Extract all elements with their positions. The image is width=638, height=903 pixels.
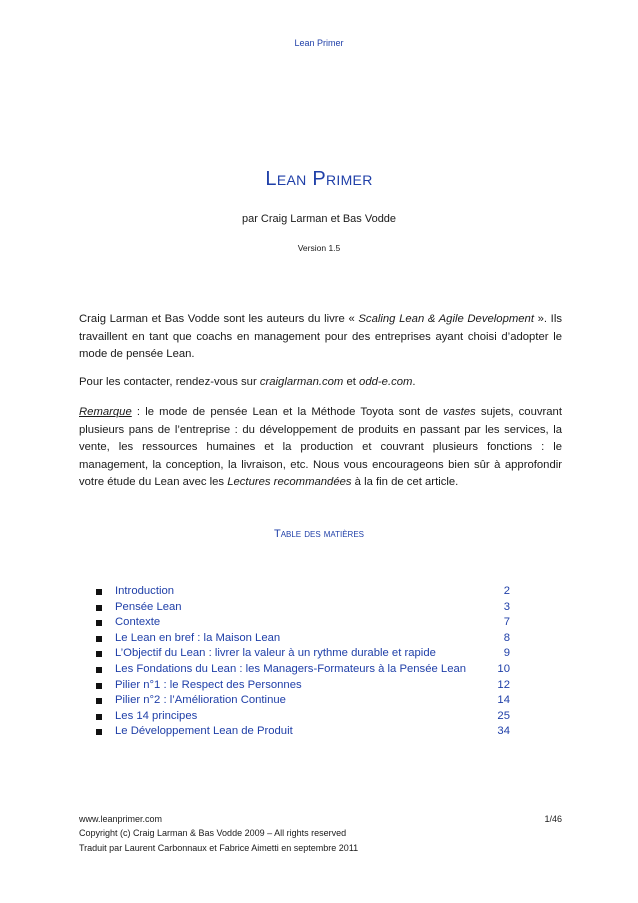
toc-item-page[interactable]: 25 bbox=[497, 709, 510, 722]
toc-item-developpement-produit[interactable] bbox=[96, 724, 510, 740]
bullet-icon bbox=[96, 683, 102, 689]
footer-page-number: 1/46 bbox=[544, 814, 562, 824]
intro-p3-text-b: sujets, couvrant plusieurs pans de l’entreprise : du développement de produits en passant par les services, la vente, les ressources humaines et la production et couvrant plusieurs fonctions : le management, la conception, la livraison, etc. Nous vous encourageons bien sûr à approfondir votre étude du Lean avec les bbox=[79, 406, 562, 488]
intro-paragraph-remark bbox=[79, 404, 562, 492]
bullet-icon bbox=[96, 620, 102, 626]
intro-p1-text-b: ». Ils travaillent en tant que coachs en management pour des entreprises ayant choisi d’adopter le mode de pensée Lean. bbox=[79, 313, 562, 360]
intro-p2-text-a: Pour les contacter, rendez-vous sur bbox=[79, 376, 260, 388]
table-of-contents bbox=[96, 584, 510, 740]
footer-translation: Traduit par Laurent Carbonnaux et Fabrice Aimetti en septembre 2011 bbox=[79, 843, 359, 853]
footer-url[interactable]: www.leanprimer.com bbox=[79, 814, 163, 824]
intro-paragraph-authors bbox=[79, 311, 562, 364]
document-title: Lean Primer bbox=[265, 168, 373, 190]
toc-item-fondations[interactable] bbox=[96, 662, 510, 678]
book-title: Scaling Lean & Agile Development bbox=[358, 313, 534, 325]
toc-item-label[interactable]: Introduction bbox=[115, 585, 175, 597]
intro-p2-text-end: . bbox=[412, 376, 416, 388]
bullet-icon bbox=[96, 667, 102, 673]
intro-p2-text-mid: et bbox=[343, 376, 360, 388]
toc-item-label[interactable]: Pensée Lean bbox=[115, 600, 182, 613]
toc-item-introduction[interactable] bbox=[96, 584, 510, 600]
link-craiglarman[interactable]: craiglarman.com bbox=[259, 376, 344, 388]
intro-p3-text-a: : le mode de pensée Lean et la Méthode Toyota sont de bbox=[131, 406, 444, 418]
toc-item-label[interactable]: Le Lean en bref : la Maison Lean bbox=[115, 631, 281, 644]
bullet-icon bbox=[96, 698, 102, 704]
remark-label: Remarque bbox=[79, 406, 132, 418]
toc-item-14-principes[interactable] bbox=[96, 709, 510, 725]
toc-item-page[interactable]: 12 bbox=[497, 678, 510, 691]
toc-item-page[interactable]: 9 bbox=[503, 647, 510, 660]
toc-item-page[interactable]: 34 bbox=[497, 725, 510, 738]
running-header: Lean Primer bbox=[294, 38, 344, 48]
toc-item-label[interactable]: Les 14 principes bbox=[115, 709, 198, 722]
toc-item-label[interactable]: Contexte bbox=[115, 616, 161, 629]
footer-copyright: Copyright (c) Craig Larman & Bas Vodde 2009 – All rights reserved bbox=[79, 828, 347, 838]
toc-item-label[interactable]: L’Objectif du Lean : livrer la valeur à un rythme durable et rapide bbox=[115, 647, 436, 660]
bullet-icon bbox=[96, 714, 102, 720]
bullet-icon bbox=[96, 605, 102, 611]
toc-title: Table des matières bbox=[273, 528, 365, 540]
toc-item-label[interactable]: Le Développement Lean de Produit bbox=[115, 725, 293, 738]
document-authors: par Craig Larman et Bas Vodde bbox=[241, 213, 397, 225]
readings-reference: Lectures recommandées bbox=[227, 476, 352, 488]
toc-item-pilier-1[interactable] bbox=[96, 678, 510, 694]
bullet-icon bbox=[96, 651, 102, 657]
intro-p3-text-c: à la fin de cet article. bbox=[351, 476, 459, 488]
document-version: Version 1.5 bbox=[297, 243, 341, 253]
toc-item-contexte[interactable] bbox=[96, 615, 510, 631]
toc-item-page[interactable]: 2 bbox=[503, 585, 510, 597]
toc-item-pilier-2[interactable] bbox=[96, 693, 510, 709]
toc-item-pensee-lean[interactable] bbox=[96, 600, 510, 616]
intro-paragraph-contact bbox=[79, 374, 562, 392]
emphasis-vastes: vastes bbox=[443, 406, 476, 418]
bullet-icon bbox=[96, 636, 102, 642]
toc-item-page[interactable]: 10 bbox=[497, 662, 510, 675]
toc-item-label[interactable]: Pilier n°1 : le Respect des Personnes bbox=[115, 678, 302, 691]
toc-item-page[interactable]: 7 bbox=[503, 616, 510, 629]
intro-p1-text-a: Craig Larman et Bas Vodde sont les auteurs du livre « bbox=[79, 313, 359, 325]
toc-item-label[interactable]: Les Fondations du Lean : les Managers-Formateurs à la Pensée Lean bbox=[115, 662, 467, 675]
toc-item-page[interactable]: 14 bbox=[497, 694, 510, 707]
toc-item-label[interactable]: Pilier n°2 : l’Amélioration Continue bbox=[115, 694, 286, 707]
toc-item-page[interactable]: 3 bbox=[503, 600, 510, 613]
toc-item-objectif[interactable] bbox=[96, 646, 510, 662]
toc-item-maison-lean[interactable] bbox=[96, 631, 510, 647]
link-odd-e[interactable]: odd-e.com bbox=[359, 376, 413, 388]
bullet-icon bbox=[96, 729, 102, 735]
bullet-icon bbox=[96, 589, 102, 595]
toc-item-page[interactable]: 8 bbox=[503, 631, 510, 644]
footer-url-line bbox=[79, 812, 562, 827]
